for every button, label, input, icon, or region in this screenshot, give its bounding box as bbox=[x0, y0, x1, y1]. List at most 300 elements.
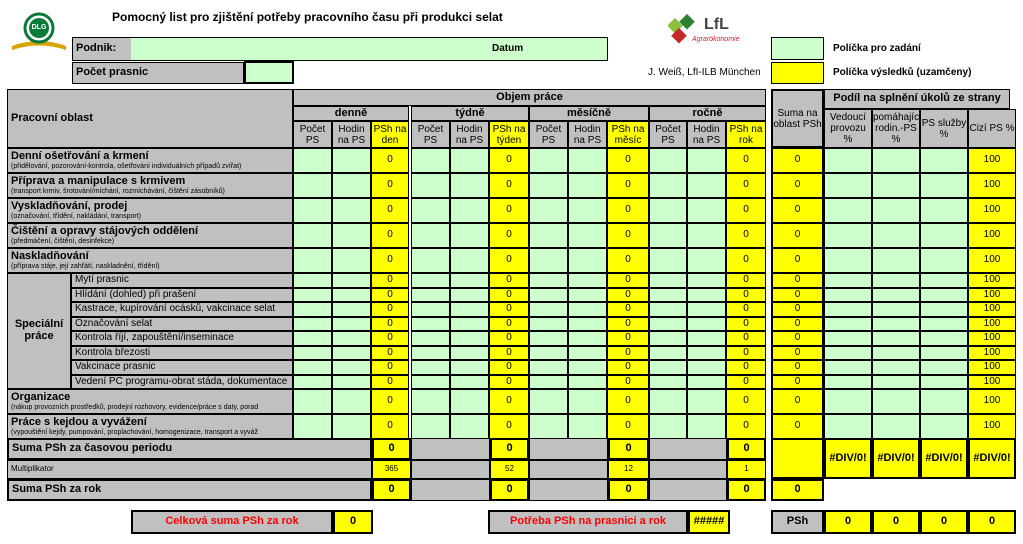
special-row-5-psh-value: 0 bbox=[489, 331, 529, 346]
row-2-podil-input[interactable] bbox=[920, 173, 968, 198]
special-row-5-suma-value: 0 bbox=[771, 331, 824, 346]
dlg-logo bbox=[8, 8, 70, 54]
special-row-8-hodin-input[interactable] bbox=[687, 375, 726, 390]
row-1-hodin-input[interactable] bbox=[450, 148, 489, 173]
row2-2-hodin-input[interactable] bbox=[450, 414, 489, 439]
row-1-cizi-value: 100 bbox=[968, 148, 1016, 173]
special-row-1-pocet-input[interactable] bbox=[649, 273, 687, 288]
lfl-logo-subtitle: Agrarökonomie bbox=[692, 36, 740, 43]
row2-1-hodin-input[interactable] bbox=[568, 389, 607, 414]
row-2-pocet-input[interactable] bbox=[649, 173, 687, 198]
special-row-4-psh-value: 0 bbox=[489, 317, 529, 332]
row-5-podil-input[interactable] bbox=[872, 248, 920, 273]
special-row-8-hodin-input[interactable] bbox=[332, 375, 371, 390]
col-hodin-na-ps: Hodin na PS bbox=[332, 121, 371, 148]
row-5-pocet-input[interactable] bbox=[649, 248, 687, 273]
row-5-podil-input[interactable] bbox=[920, 248, 968, 273]
row-4-hodin-input[interactable] bbox=[568, 223, 607, 248]
row2-2-pocet-input[interactable] bbox=[529, 414, 568, 439]
row2-2-psh-value: 0 bbox=[726, 414, 766, 439]
row-2-psh-value: 0 bbox=[489, 173, 529, 198]
lfl-logo-text: LfL bbox=[704, 16, 729, 33]
special-row-6-pocet-input[interactable] bbox=[293, 346, 332, 361]
row-5-pocet-input[interactable] bbox=[411, 248, 450, 273]
special-row-6-pocet-input[interactable] bbox=[649, 346, 687, 361]
special-row-7-hodin-input[interactable] bbox=[332, 360, 371, 375]
row-4-pocet-input[interactable] bbox=[293, 223, 332, 248]
suma-period-value-3: 0 bbox=[608, 438, 649, 460]
psh-footer-value-4: 0 bbox=[968, 510, 1016, 534]
row-1-hodin-input[interactable] bbox=[687, 148, 726, 173]
row2-2-pocet-input[interactable] bbox=[649, 414, 687, 439]
special-row-5-hodin-input[interactable] bbox=[450, 331, 489, 346]
special-row-8-pocet-input[interactable] bbox=[649, 375, 687, 390]
special-row-4-pocet-input[interactable] bbox=[529, 317, 568, 332]
row-1-pocet-input[interactable] bbox=[411, 148, 450, 173]
special-row-2-hodin-input[interactable] bbox=[450, 288, 489, 303]
special-row-1-pocet-input[interactable] bbox=[411, 273, 450, 288]
row-1-pocet-input[interactable] bbox=[293, 148, 332, 173]
row-3-pocet-input[interactable] bbox=[411, 198, 450, 223]
special-row-6-podil-input[interactable] bbox=[920, 346, 968, 361]
row-4-psh-value: 0 bbox=[607, 223, 649, 248]
special-row-label: Kontrola říjí, zapouštění/inseminace bbox=[71, 331, 293, 346]
work-area-title: Práce s kejdou a vyvážení bbox=[11, 416, 147, 429]
col-pocet-ps: Počet PS bbox=[411, 121, 450, 148]
row-1-psh-value: 0 bbox=[726, 148, 766, 173]
work-area-row-label bbox=[7, 173, 293, 198]
row2-1-pocet-input[interactable] bbox=[411, 389, 450, 414]
row-4-podil-input[interactable] bbox=[872, 223, 920, 248]
suma-rok-label: Suma PSh za rok bbox=[7, 479, 372, 501]
row-4-podil-input[interactable] bbox=[824, 223, 872, 248]
col-psh-period: PSh na rok bbox=[726, 121, 766, 148]
row-1-psh-value: 0 bbox=[607, 148, 649, 173]
row2-1-hodin-input[interactable] bbox=[450, 389, 489, 414]
row-4-podil-input[interactable] bbox=[920, 223, 968, 248]
special-row-3-podil-input[interactable] bbox=[872, 302, 920, 317]
row2-2-podil-input[interactable] bbox=[824, 414, 872, 439]
special-row-4-hodin-input[interactable] bbox=[568, 317, 607, 332]
row-2-psh-value: 0 bbox=[726, 173, 766, 198]
col-pocet-ps: Počet PS bbox=[649, 121, 687, 148]
row-5-pocet-input[interactable] bbox=[529, 248, 568, 273]
row2-2-pocet-input[interactable] bbox=[411, 414, 450, 439]
row-5-hodin-input[interactable] bbox=[687, 248, 726, 273]
row-4-pocet-input[interactable] bbox=[649, 223, 687, 248]
suma-rok-value-2: 0 bbox=[490, 479, 529, 501]
row-3-hodin-input[interactable] bbox=[687, 198, 726, 223]
special-row-1-suma-value: 0 bbox=[771, 273, 824, 288]
special-row-5-pocet-input[interactable] bbox=[293, 331, 332, 346]
special-row-6-hodin-input[interactable] bbox=[568, 346, 607, 361]
suma-rok-value-4: 0 bbox=[727, 479, 766, 501]
special-row-3-hodin-input[interactable] bbox=[568, 302, 607, 317]
special-row-6-suma-value: 0 bbox=[771, 346, 824, 361]
work-area-subtitle: (přidělování, pozorování-kontrola, ošetřování individuálních případů zvířat) bbox=[11, 162, 242, 170]
row-1-psh-value: 0 bbox=[489, 148, 529, 173]
special-row-2-pocet-input[interactable] bbox=[411, 288, 450, 303]
row-4-hodin-input[interactable] bbox=[332, 223, 371, 248]
row-5-podil-input[interactable] bbox=[824, 248, 872, 273]
special-row-6-pocet-input[interactable] bbox=[411, 346, 450, 361]
work-area-subtitle: (označování, třídění, nakládání, transport) bbox=[11, 212, 141, 220]
row-1-hodin-input[interactable] bbox=[568, 148, 607, 173]
potreba-value: ##### bbox=[688, 510, 730, 534]
row-2-podil-input[interactable] bbox=[872, 173, 920, 198]
row-2-pocet-input[interactable] bbox=[529, 173, 568, 198]
podnik-input[interactable] bbox=[131, 37, 489, 61]
special-row-1-pocet-input[interactable] bbox=[529, 273, 568, 288]
special-row-2-suma-value: 0 bbox=[771, 288, 824, 303]
row2-2-hodin-input[interactable] bbox=[687, 414, 726, 439]
special-row-4-hodin-input[interactable] bbox=[332, 317, 371, 332]
podil-result-1: #DIV/0! bbox=[824, 438, 872, 479]
row-2-cizi-value: 100 bbox=[968, 173, 1016, 198]
special-row-6-psh-value: 0 bbox=[726, 346, 766, 361]
summary-filler bbox=[649, 479, 727, 501]
special-row-2-hodin-input[interactable] bbox=[332, 288, 371, 303]
special-row-4-podil-input[interactable] bbox=[824, 317, 872, 332]
special-row-6-psh-value: 0 bbox=[607, 346, 649, 361]
suma-rok-value-3: 0 bbox=[608, 479, 649, 501]
special-row-5-hodin-input[interactable] bbox=[687, 331, 726, 346]
special-row-4-psh-value: 0 bbox=[371, 317, 409, 332]
special-row-2-hodin-input[interactable] bbox=[687, 288, 726, 303]
suma-rok-value-1: 0 bbox=[372, 479, 411, 501]
special-row-4-psh-value: 0 bbox=[607, 317, 649, 332]
special-row-1-podil-input[interactable] bbox=[920, 273, 968, 288]
datum-input[interactable] bbox=[529, 37, 608, 61]
area-header: Pracovní oblast bbox=[7, 89, 293, 148]
special-row-5-pocet-input[interactable] bbox=[529, 331, 568, 346]
special-row-3-pocet-input[interactable] bbox=[649, 302, 687, 317]
special-row-7-suma-value: 0 bbox=[771, 360, 824, 375]
row2-1-psh-value: 0 bbox=[371, 389, 409, 414]
row-3-hodin-input[interactable] bbox=[450, 198, 489, 223]
special-row-label: Kontrola březosti bbox=[71, 346, 293, 361]
psh-footer-value-1: 0 bbox=[824, 510, 872, 534]
row2-2-podil-input[interactable] bbox=[872, 414, 920, 439]
row-1-suma-value: 0 bbox=[771, 148, 824, 173]
row-1-podil-input[interactable] bbox=[920, 148, 968, 173]
special-row-8-psh-value: 0 bbox=[371, 375, 409, 390]
work-area-row-label bbox=[7, 198, 293, 223]
author-text: J. Weiß, LfI-ILB München bbox=[648, 67, 761, 78]
row-3-hodin-input[interactable] bbox=[568, 198, 607, 223]
summary-filler bbox=[649, 460, 727, 479]
suma-rok-total: 0 bbox=[771, 479, 824, 501]
row2-1-podil-input[interactable] bbox=[872, 389, 920, 414]
podil-col-1: Vedoucí provozu % bbox=[824, 109, 872, 148]
special-row-7-pocet-input[interactable] bbox=[293, 360, 332, 375]
special-row-5-pocet-input[interactable] bbox=[411, 331, 450, 346]
special-row-5-podil-input[interactable] bbox=[872, 331, 920, 346]
special-row-5-podil-input[interactable] bbox=[824, 331, 872, 346]
psh-footer-value-3: 0 bbox=[920, 510, 968, 534]
multiplikator-value-2: 52 bbox=[490, 460, 529, 479]
special-row-6-hodin-input[interactable] bbox=[332, 346, 371, 361]
podil-result-4: #DIV/0! bbox=[968, 438, 1016, 479]
special-row-6-psh-value: 0 bbox=[489, 346, 529, 361]
col-pocet-ps: Počet PS bbox=[293, 121, 332, 148]
special-row-2-pocet-input[interactable] bbox=[293, 288, 332, 303]
special-row-6-pocet-input[interactable] bbox=[529, 346, 568, 361]
psh-footer-value-2: 0 bbox=[872, 510, 920, 534]
lfl-logo bbox=[668, 14, 768, 50]
special-row-5-pocet-input[interactable] bbox=[649, 331, 687, 346]
row-2-hodin-input[interactable] bbox=[687, 173, 726, 198]
special-row-1-cizi-value: 100 bbox=[968, 273, 1016, 288]
special-row-6-psh-value: 0 bbox=[371, 346, 409, 361]
row2-2-pocet-input[interactable] bbox=[293, 414, 332, 439]
special-row-7-pocet-input[interactable] bbox=[529, 360, 568, 375]
work-area-title: Organizace bbox=[11, 391, 71, 404]
special-row-2-podil-input[interactable] bbox=[920, 288, 968, 303]
psh-footer-label: PSh bbox=[771, 510, 824, 534]
special-row-2-podil-input[interactable] bbox=[872, 288, 920, 303]
row-5-psh-value: 0 bbox=[371, 248, 409, 273]
special-row-7-pocet-input[interactable] bbox=[649, 360, 687, 375]
row-2-psh-value: 0 bbox=[371, 173, 409, 198]
row-3-psh-value: 0 bbox=[489, 198, 529, 223]
special-row-1-podil-input[interactable] bbox=[872, 273, 920, 288]
special-row-3-pocet-input[interactable] bbox=[293, 302, 332, 317]
row-2-hodin-input[interactable] bbox=[450, 173, 489, 198]
row-5-pocet-input[interactable] bbox=[293, 248, 332, 273]
special-row-5-hodin-input[interactable] bbox=[332, 331, 371, 346]
special-row-7-hodin-input[interactable] bbox=[450, 360, 489, 375]
row-5-hodin-input[interactable] bbox=[332, 248, 371, 273]
special-row-8-suma-value: 0 bbox=[771, 375, 824, 390]
special-row-5-psh-value: 0 bbox=[607, 331, 649, 346]
row-2-hodin-input[interactable] bbox=[568, 173, 607, 198]
summary-filler bbox=[529, 479, 608, 501]
row-4-pocet-input[interactable] bbox=[529, 223, 568, 248]
row-3-cizi-value: 100 bbox=[968, 198, 1016, 223]
work-area-row-label bbox=[7, 414, 293, 439]
special-row-1-hodin-input[interactable] bbox=[568, 273, 607, 288]
special-row-4-psh-value: 0 bbox=[726, 317, 766, 332]
special-row-8-pocet-input[interactable] bbox=[293, 375, 332, 390]
special-row-8-pocet-input[interactable] bbox=[411, 375, 450, 390]
row-4-hodin-input[interactable] bbox=[450, 223, 489, 248]
row-3-pocet-input[interactable] bbox=[293, 198, 332, 223]
row2-1-pocet-input[interactable] bbox=[649, 389, 687, 414]
special-row-3-psh-value: 0 bbox=[371, 302, 409, 317]
legend-result-label: Políčka výsledků (uzamčeny) bbox=[833, 67, 972, 78]
special-row-6-cizi-value: 100 bbox=[968, 346, 1016, 361]
special-row-2-psh-value: 0 bbox=[371, 288, 409, 303]
special-row-5-psh-value: 0 bbox=[726, 331, 766, 346]
podil-result-2: #DIV/0! bbox=[872, 438, 920, 479]
row-5-psh-value: 0 bbox=[489, 248, 529, 273]
row2-2-hodin-input[interactable] bbox=[568, 414, 607, 439]
special-row-label: Hlídání (dohled) při prašení bbox=[71, 288, 293, 303]
special-row-2-podil-input[interactable] bbox=[824, 288, 872, 303]
row-1-pocet-input[interactable] bbox=[649, 148, 687, 173]
special-group-label: Speciální práce bbox=[7, 273, 71, 389]
row2-1-cizi-value: 100 bbox=[968, 389, 1016, 414]
special-row-4-pocet-input[interactable] bbox=[649, 317, 687, 332]
row-5-hodin-input[interactable] bbox=[568, 248, 607, 273]
work-area-subtitle: (transport krmiv, šrotování/míchání, rozmíchávání, čištění zásobníků) bbox=[11, 187, 225, 195]
row2-1-podil-input[interactable] bbox=[920, 389, 968, 414]
special-row-2-psh-value: 0 bbox=[489, 288, 529, 303]
row2-2-podil-input[interactable] bbox=[920, 414, 968, 439]
special-row-1-hodin-input[interactable] bbox=[332, 273, 371, 288]
row-2-hodin-input[interactable] bbox=[332, 173, 371, 198]
special-row-4-podil-input[interactable] bbox=[920, 317, 968, 332]
row-1-pocet-input[interactable] bbox=[529, 148, 568, 173]
row2-1-psh-value: 0 bbox=[489, 389, 529, 414]
special-row-8-hodin-input[interactable] bbox=[568, 375, 607, 390]
special-row-4-pocet-input[interactable] bbox=[411, 317, 450, 332]
special-row-7-psh-value: 0 bbox=[489, 360, 529, 375]
work-area-subtitle: (vypouštění kejdy, pumpování, proplachování, homogenizace, transport a vyváž bbox=[11, 428, 258, 436]
special-row-8-hodin-input[interactable] bbox=[450, 375, 489, 390]
special-row-5-cizi-value: 100 bbox=[968, 331, 1016, 346]
special-row-8-podil-input[interactable] bbox=[824, 375, 872, 390]
special-row-1-pocet-input[interactable] bbox=[293, 273, 332, 288]
special-row-3-hodin-input[interactable] bbox=[687, 302, 726, 317]
special-row-1-psh-value: 0 bbox=[489, 273, 529, 288]
summary-filler bbox=[649, 438, 727, 460]
special-row-7-podil-input[interactable] bbox=[920, 360, 968, 375]
row-4-psh-value: 0 bbox=[489, 223, 529, 248]
special-row-6-podil-input[interactable] bbox=[824, 346, 872, 361]
special-row-4-podil-input[interactable] bbox=[872, 317, 920, 332]
row-4-hodin-input[interactable] bbox=[687, 223, 726, 248]
special-row-8-podil-input[interactable] bbox=[920, 375, 968, 390]
multiplikator-value-1: 365 bbox=[372, 460, 411, 479]
special-row-5-psh-value: 0 bbox=[371, 331, 409, 346]
row-2-pocet-input[interactable] bbox=[293, 173, 332, 198]
special-row-4-pocet-input[interactable] bbox=[293, 317, 332, 332]
row-2-pocet-input[interactable] bbox=[411, 173, 450, 198]
row2-2-psh-value: 0 bbox=[489, 414, 529, 439]
special-row-6-podil-input[interactable] bbox=[872, 346, 920, 361]
special-row-2-pocet-input[interactable] bbox=[649, 288, 687, 303]
row2-2-hodin-input[interactable] bbox=[332, 414, 371, 439]
row-1-hodin-input[interactable] bbox=[332, 148, 371, 173]
special-row-7-podil-input[interactable] bbox=[872, 360, 920, 375]
special-row-label: Vedení PC programu-obrat stáda, dokumentace bbox=[71, 375, 293, 390]
special-row-1-psh-value: 0 bbox=[607, 273, 649, 288]
special-row-7-hodin-input[interactable] bbox=[687, 360, 726, 375]
row-1-podil-input[interactable] bbox=[872, 148, 920, 173]
row-3-pocet-input[interactable] bbox=[649, 198, 687, 223]
special-row-1-psh-value: 0 bbox=[371, 273, 409, 288]
row2-1-pocet-input[interactable] bbox=[529, 389, 568, 414]
special-row-3-pocet-input[interactable] bbox=[529, 302, 568, 317]
special-row-6-hodin-input[interactable] bbox=[450, 346, 489, 361]
row2-1-podil-input[interactable] bbox=[824, 389, 872, 414]
row2-1-psh-value: 0 bbox=[726, 389, 766, 414]
special-row-1-podil-input[interactable] bbox=[824, 273, 872, 288]
special-row-4-hodin-input[interactable] bbox=[450, 317, 489, 332]
row-5-suma-value: 0 bbox=[771, 248, 824, 273]
special-row-label: Kastrace, kupírování ocásků, vakcinace selat bbox=[71, 302, 293, 317]
podil-result-3: #DIV/0! bbox=[920, 438, 968, 479]
special-row-3-hodin-input[interactable] bbox=[332, 302, 371, 317]
row-5-psh-value: 0 bbox=[607, 248, 649, 273]
special-row-5-hodin-input[interactable] bbox=[568, 331, 607, 346]
special-row-1-hodin-input[interactable] bbox=[687, 273, 726, 288]
special-row-8-podil-input[interactable] bbox=[872, 375, 920, 390]
legend-result-swatch bbox=[771, 62, 824, 84]
row-3-pocet-input[interactable] bbox=[529, 198, 568, 223]
work-area-subtitle: (příprava stáje, její zahřátí, naskladnění, třídění) bbox=[11, 262, 160, 270]
special-row-2-pocet-input[interactable] bbox=[529, 288, 568, 303]
objem-header: Objem práce bbox=[293, 89, 766, 106]
legend-input-swatch bbox=[771, 37, 824, 60]
special-row-3-pocet-input[interactable] bbox=[411, 302, 450, 317]
special-row-7-hodin-input[interactable] bbox=[568, 360, 607, 375]
summary-filler bbox=[529, 438, 608, 460]
special-row-3-cizi-value: 100 bbox=[968, 302, 1016, 317]
special-row-6-hodin-input[interactable] bbox=[687, 346, 726, 361]
work-area-row-label bbox=[7, 148, 293, 173]
special-row-7-psh-value: 0 bbox=[726, 360, 766, 375]
special-row-4-suma-value: 0 bbox=[771, 317, 824, 332]
pocet-prasnic-input[interactable] bbox=[244, 61, 294, 84]
row-3-suma-value: 0 bbox=[771, 198, 824, 223]
summary-filler bbox=[411, 438, 490, 460]
datum-label: Datum bbox=[489, 37, 529, 61]
row2-1-hodin-input[interactable] bbox=[332, 389, 371, 414]
row-1-podil-input[interactable] bbox=[824, 148, 872, 173]
row-3-podil-input[interactable] bbox=[920, 198, 968, 223]
special-row-8-cizi-value: 100 bbox=[968, 375, 1016, 390]
suma-column-blank bbox=[771, 438, 824, 479]
special-row-3-podil-input[interactable] bbox=[920, 302, 968, 317]
row-5-hodin-input[interactable] bbox=[450, 248, 489, 273]
special-row-2-psh-value: 0 bbox=[607, 288, 649, 303]
celkova-suma-value: 0 bbox=[333, 510, 373, 534]
special-row-1-hodin-input[interactable] bbox=[450, 273, 489, 288]
work-area-title: Čištění a opravy stájových oddělení bbox=[11, 225, 199, 238]
special-row-8-pocet-input[interactable] bbox=[529, 375, 568, 390]
special-row-3-psh-value: 0 bbox=[607, 302, 649, 317]
work-area-title: Denní ošetřování a krmení bbox=[11, 150, 149, 163]
row-2-podil-input[interactable] bbox=[824, 173, 872, 198]
special-row-2-hodin-input[interactable] bbox=[568, 288, 607, 303]
summary-filler bbox=[411, 479, 490, 501]
period-header-4: ročně bbox=[649, 106, 766, 121]
row-3-podil-input[interactable] bbox=[872, 198, 920, 223]
row2-1-hodin-input[interactable] bbox=[687, 389, 726, 414]
row-3-psh-value: 0 bbox=[607, 198, 649, 223]
row-3-podil-input[interactable] bbox=[824, 198, 872, 223]
special-row-3-podil-input[interactable] bbox=[824, 302, 872, 317]
work-area-row-label bbox=[7, 223, 293, 248]
row-3-hodin-input[interactable] bbox=[332, 198, 371, 223]
suma-period-value-4: 0 bbox=[727, 438, 766, 460]
special-row-3-hodin-input[interactable] bbox=[450, 302, 489, 317]
special-row-7-podil-input[interactable] bbox=[824, 360, 872, 375]
row2-1-pocet-input[interactable] bbox=[293, 389, 332, 414]
row-3-psh-value: 0 bbox=[726, 198, 766, 223]
legend-input-label: Políčka pro zadání bbox=[833, 43, 921, 54]
row-4-pocet-input[interactable] bbox=[411, 223, 450, 248]
row-4-psh-value: 0 bbox=[726, 223, 766, 248]
podil-col-4: Cizí PS % bbox=[968, 109, 1016, 148]
special-row-5-podil-input[interactable] bbox=[920, 331, 968, 346]
special-row-7-pocet-input[interactable] bbox=[411, 360, 450, 375]
special-row-4-hodin-input[interactable] bbox=[687, 317, 726, 332]
row2-2-psh-value: 0 bbox=[607, 414, 649, 439]
